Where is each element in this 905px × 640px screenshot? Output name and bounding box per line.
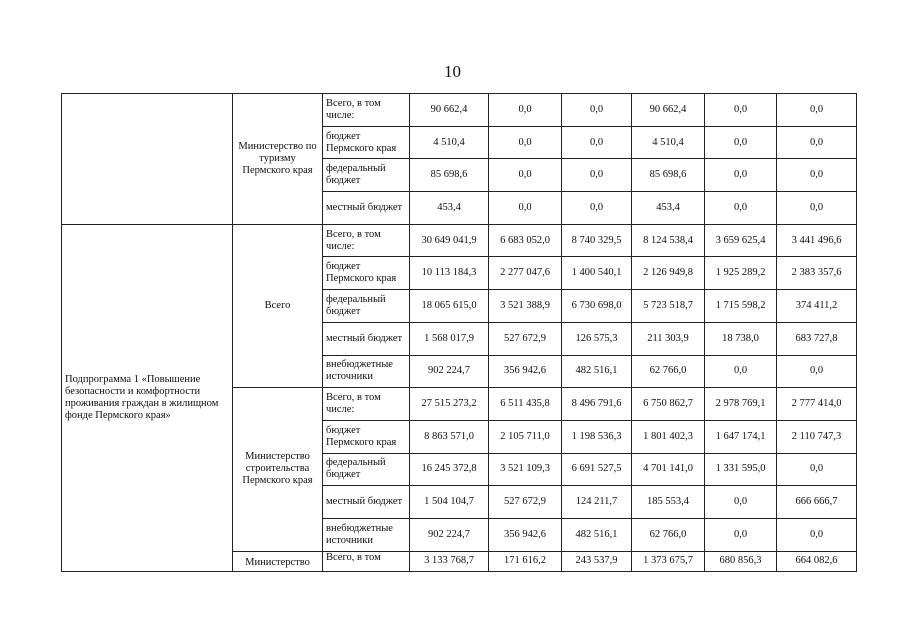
amount-cell: 6 730 698,0 xyxy=(562,290,632,323)
amount-cell: 2 126 949,8 xyxy=(632,257,705,290)
amount-cell: 90 662,4 xyxy=(410,94,489,127)
amount-cell: 2 777 414,0 xyxy=(777,388,857,421)
table-row xyxy=(62,94,857,127)
amount-cell: 1 801 402,3 xyxy=(632,420,705,453)
amount-cell: 1 504 104,7 xyxy=(410,486,489,519)
amount-cell: 356 942,6 xyxy=(489,355,562,388)
amount-cell: 0,0 xyxy=(705,159,777,192)
amount-cell: 1 198 536,3 xyxy=(562,420,632,453)
amount-cell: 2 383 357,6 xyxy=(777,257,857,290)
amount-cell: 85 698,6 xyxy=(410,159,489,192)
amount-cell: 1 373 675,7 xyxy=(632,551,705,571)
amount-cell: 3 133 768,7 xyxy=(410,551,489,571)
funding-source-cell: Всего, в том числе: xyxy=(323,224,410,257)
amount-cell: 0,0 xyxy=(562,94,632,127)
amount-cell: 0,0 xyxy=(562,126,632,159)
page-number: 10 xyxy=(444,62,461,81)
amount-cell: 666 666,7 xyxy=(777,486,857,519)
amount-cell: 6 511 435,8 xyxy=(489,388,562,421)
amount-cell: 18 065 615,0 xyxy=(410,290,489,323)
amount-cell: 1 331 595,0 xyxy=(705,453,777,486)
amount-cell: 374 411,2 xyxy=(777,290,857,323)
funding-source-cell: внебюджетные источники xyxy=(323,518,410,551)
amount-cell: 27 515 273,2 xyxy=(410,388,489,421)
amount-cell: 527 672,9 xyxy=(489,322,562,355)
amount-cell: 185 553,4 xyxy=(632,486,705,519)
funding-source-cell: Всего, в том xyxy=(323,551,410,571)
funding-source-cell: местный бюджет xyxy=(323,192,410,225)
amount-cell: 0,0 xyxy=(777,94,857,127)
budget-table xyxy=(61,93,857,572)
funding-source-cell: Всего, в том числе: xyxy=(323,388,410,421)
funding-source-cell: бюджет Пермского края xyxy=(323,126,410,159)
amount-cell: 664 082,6 xyxy=(777,551,857,571)
amount-cell: 1 400 540,1 xyxy=(562,257,632,290)
responsible-executor-cell: Министерство по туризму Пермского края xyxy=(233,94,323,225)
amount-cell: 2 105 711,0 xyxy=(489,420,562,453)
amount-cell: 8 863 571,0 xyxy=(410,420,489,453)
amount-cell: 3 659 625,4 xyxy=(705,224,777,257)
program-name-cell: Подпрограмма 1 «Повышение безопасности и комфортности проживания граждан в жилищном фонде Пермского края» xyxy=(62,224,233,571)
amount-cell: 3 521 109,3 xyxy=(489,453,562,486)
amount-cell: 527 672,9 xyxy=(489,486,562,519)
amount-cell: 18 738,0 xyxy=(705,322,777,355)
amount-cell: 2 978 769,1 xyxy=(705,388,777,421)
amount-cell: 902 224,7 xyxy=(410,518,489,551)
funding-source-cell: местный бюджет xyxy=(323,486,410,519)
amount-cell: 453,4 xyxy=(632,192,705,225)
funding-source-cell: федеральный бюджет xyxy=(323,453,410,486)
amount-cell: 482 516,1 xyxy=(562,355,632,388)
amount-cell: 1 715 598,2 xyxy=(705,290,777,323)
amount-cell: 62 766,0 xyxy=(632,518,705,551)
amount-cell: 680 856,3 xyxy=(705,551,777,571)
amount-cell: 453,4 xyxy=(410,192,489,225)
amount-cell: 1 647 174,1 xyxy=(705,420,777,453)
amount-cell: 0,0 xyxy=(562,159,632,192)
amount-cell: 8 496 791,6 xyxy=(562,388,632,421)
amount-cell: 0,0 xyxy=(705,126,777,159)
amount-cell: 0,0 xyxy=(705,518,777,551)
funding-source-cell: местный бюджет xyxy=(323,322,410,355)
responsible-executor-cell: Всего xyxy=(233,224,323,387)
amount-cell: 3 521 388,9 xyxy=(489,290,562,323)
amount-cell: 4 510,4 xyxy=(632,126,705,159)
program-name-cell xyxy=(62,94,233,225)
amount-cell: 124 211,7 xyxy=(562,486,632,519)
amount-cell: 10 113 184,3 xyxy=(410,257,489,290)
funding-source-cell: бюджет Пермского края xyxy=(323,257,410,290)
amount-cell: 0,0 xyxy=(777,453,857,486)
amount-cell: 16 245 372,8 xyxy=(410,453,489,486)
amount-cell: 0,0 xyxy=(777,126,857,159)
amount-cell: 6 750 862,7 xyxy=(632,388,705,421)
amount-cell: 8 124 538,4 xyxy=(632,224,705,257)
funding-source-cell: Всего, в том числе: xyxy=(323,94,410,127)
amount-cell: 243 537,9 xyxy=(562,551,632,571)
funding-source-cell: федеральный бюджет xyxy=(323,290,410,323)
amount-cell: 482 516,1 xyxy=(562,518,632,551)
table-row xyxy=(62,224,857,257)
amount-cell: 0,0 xyxy=(489,94,562,127)
amount-cell: 1 568 017,9 xyxy=(410,322,489,355)
amount-cell: 4 701 141,0 xyxy=(632,453,705,486)
amount-cell: 6 691 527,5 xyxy=(562,453,632,486)
amount-cell: 683 727,8 xyxy=(777,322,857,355)
funding-source-cell: федеральный бюджет xyxy=(323,159,410,192)
amount-cell: 126 575,3 xyxy=(562,322,632,355)
amount-cell: 2 277 047,6 xyxy=(489,257,562,290)
amount-cell: 0,0 xyxy=(777,192,857,225)
funding-source-cell: бюджет Пермского края xyxy=(323,420,410,453)
amount-cell: 0,0 xyxy=(705,486,777,519)
amount-cell: 6 683 052,0 xyxy=(489,224,562,257)
amount-cell: 211 303,9 xyxy=(632,322,705,355)
amount-cell: 0,0 xyxy=(705,94,777,127)
amount-cell: 0,0 xyxy=(705,192,777,225)
amount-cell: 356 942,6 xyxy=(489,518,562,551)
funding-source-cell: внебюджетные источники xyxy=(323,355,410,388)
amount-cell: 171 616,2 xyxy=(489,551,562,571)
amount-cell: 0,0 xyxy=(777,355,857,388)
amount-cell: 0,0 xyxy=(489,159,562,192)
amount-cell: 62 766,0 xyxy=(632,355,705,388)
amount-cell: 0,0 xyxy=(777,518,857,551)
amount-cell: 90 662,4 xyxy=(632,94,705,127)
amount-cell: 30 649 041,9 xyxy=(410,224,489,257)
amount-cell: 5 723 518,7 xyxy=(632,290,705,323)
responsible-executor-cell: Министерство xyxy=(233,551,323,571)
amount-cell: 0,0 xyxy=(489,126,562,159)
amount-cell: 0,0 xyxy=(489,192,562,225)
amount-cell: 4 510,4 xyxy=(410,126,489,159)
amount-cell: 3 441 496,6 xyxy=(777,224,857,257)
budget-table-body xyxy=(62,94,857,572)
amount-cell: 85 698,6 xyxy=(632,159,705,192)
amount-cell: 2 110 747,3 xyxy=(777,420,857,453)
amount-cell: 8 740 329,5 xyxy=(562,224,632,257)
responsible-executor-cell: Министерство строительства Пермского края xyxy=(233,388,323,551)
amount-cell: 902 224,7 xyxy=(410,355,489,388)
amount-cell: 0,0 xyxy=(777,159,857,192)
amount-cell: 0,0 xyxy=(562,192,632,225)
amount-cell: 1 925 289,2 xyxy=(705,257,777,290)
amount-cell: 0,0 xyxy=(705,355,777,388)
